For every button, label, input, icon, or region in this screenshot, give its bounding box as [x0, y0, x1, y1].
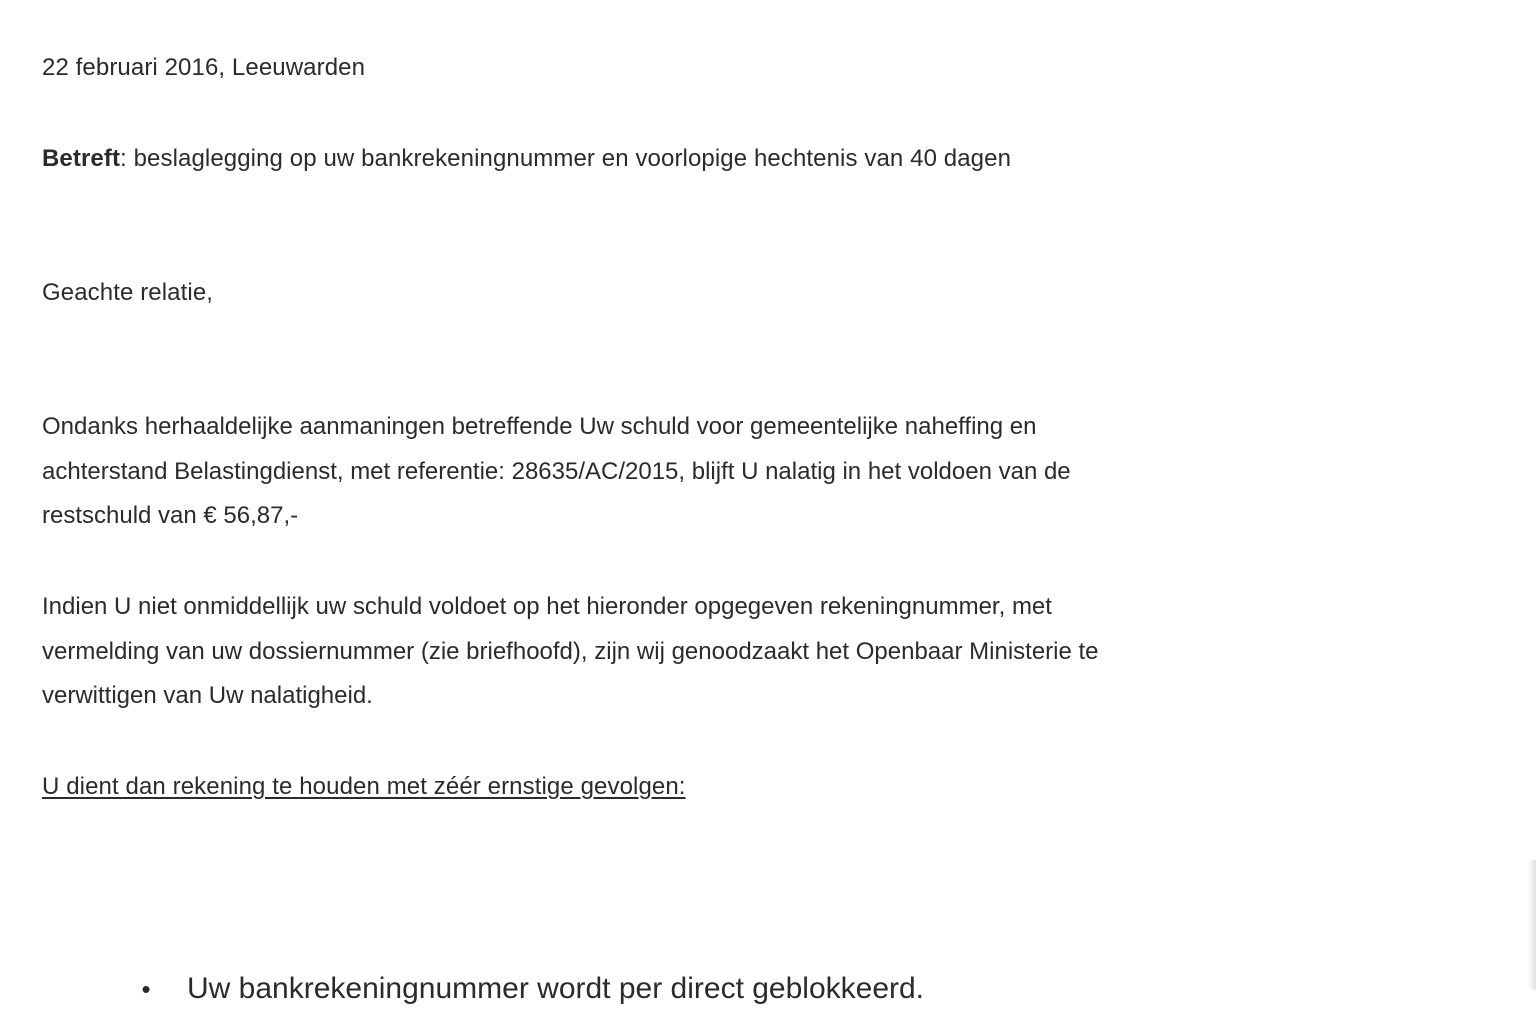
paragraph-line: achterstand Belastingdienst, met referentie: 28635/AC/2015, blijft U nalatig in het voldoen van de	[42, 457, 1071, 485]
subject-label: Betreft	[42, 145, 121, 172]
page-edge-shadow	[1528, 860, 1536, 990]
subject-text: : beslaglegging op uw bankrekeningnummer en voorlopige hechtenis van 40 dagen	[120, 145, 1012, 172]
paragraph-payment-demand	[42, 585, 1099, 719]
warning-heading: U dient dan rekening te houden met zéér ernstige gevolgen:	[42, 773, 686, 800]
list-item-text: Uw bankrekeningnummer wordt per direct geblokkeerd.	[187, 972, 925, 1005]
consequences-list	[136, 966, 924, 1012]
bullet-icon: •	[141, 974, 151, 1004]
paragraph-line: vermelding van uw dossiernummer (zie briefhoofd), zijn wij genoodzaakt het Openbaar Ministerie te	[42, 637, 1099, 665]
paragraph-line: restschuld van € 56,87,-	[42, 502, 299, 529]
paragraph-line: Ondanks herhaaldelijke aanmaningen betreffende Uw schuld voor gemeentelijke naheffing en	[42, 413, 1037, 440]
paragraph-line: verwittigen van Uw nalatigheid.	[42, 682, 373, 709]
list-item	[136, 966, 924, 1012]
paragraph-line: Indien U niet onmiddellijk uw schuld voldoet op het hieronder opgegeven rekeningnummer, met	[42, 593, 1052, 620]
paragraph-debt-notice	[42, 405, 1071, 539]
salutation: Geachte relatie,	[42, 279, 214, 306]
subject-line	[42, 145, 1011, 173]
date-place: 22 februari 2016, Leeuwarden	[42, 54, 366, 81]
